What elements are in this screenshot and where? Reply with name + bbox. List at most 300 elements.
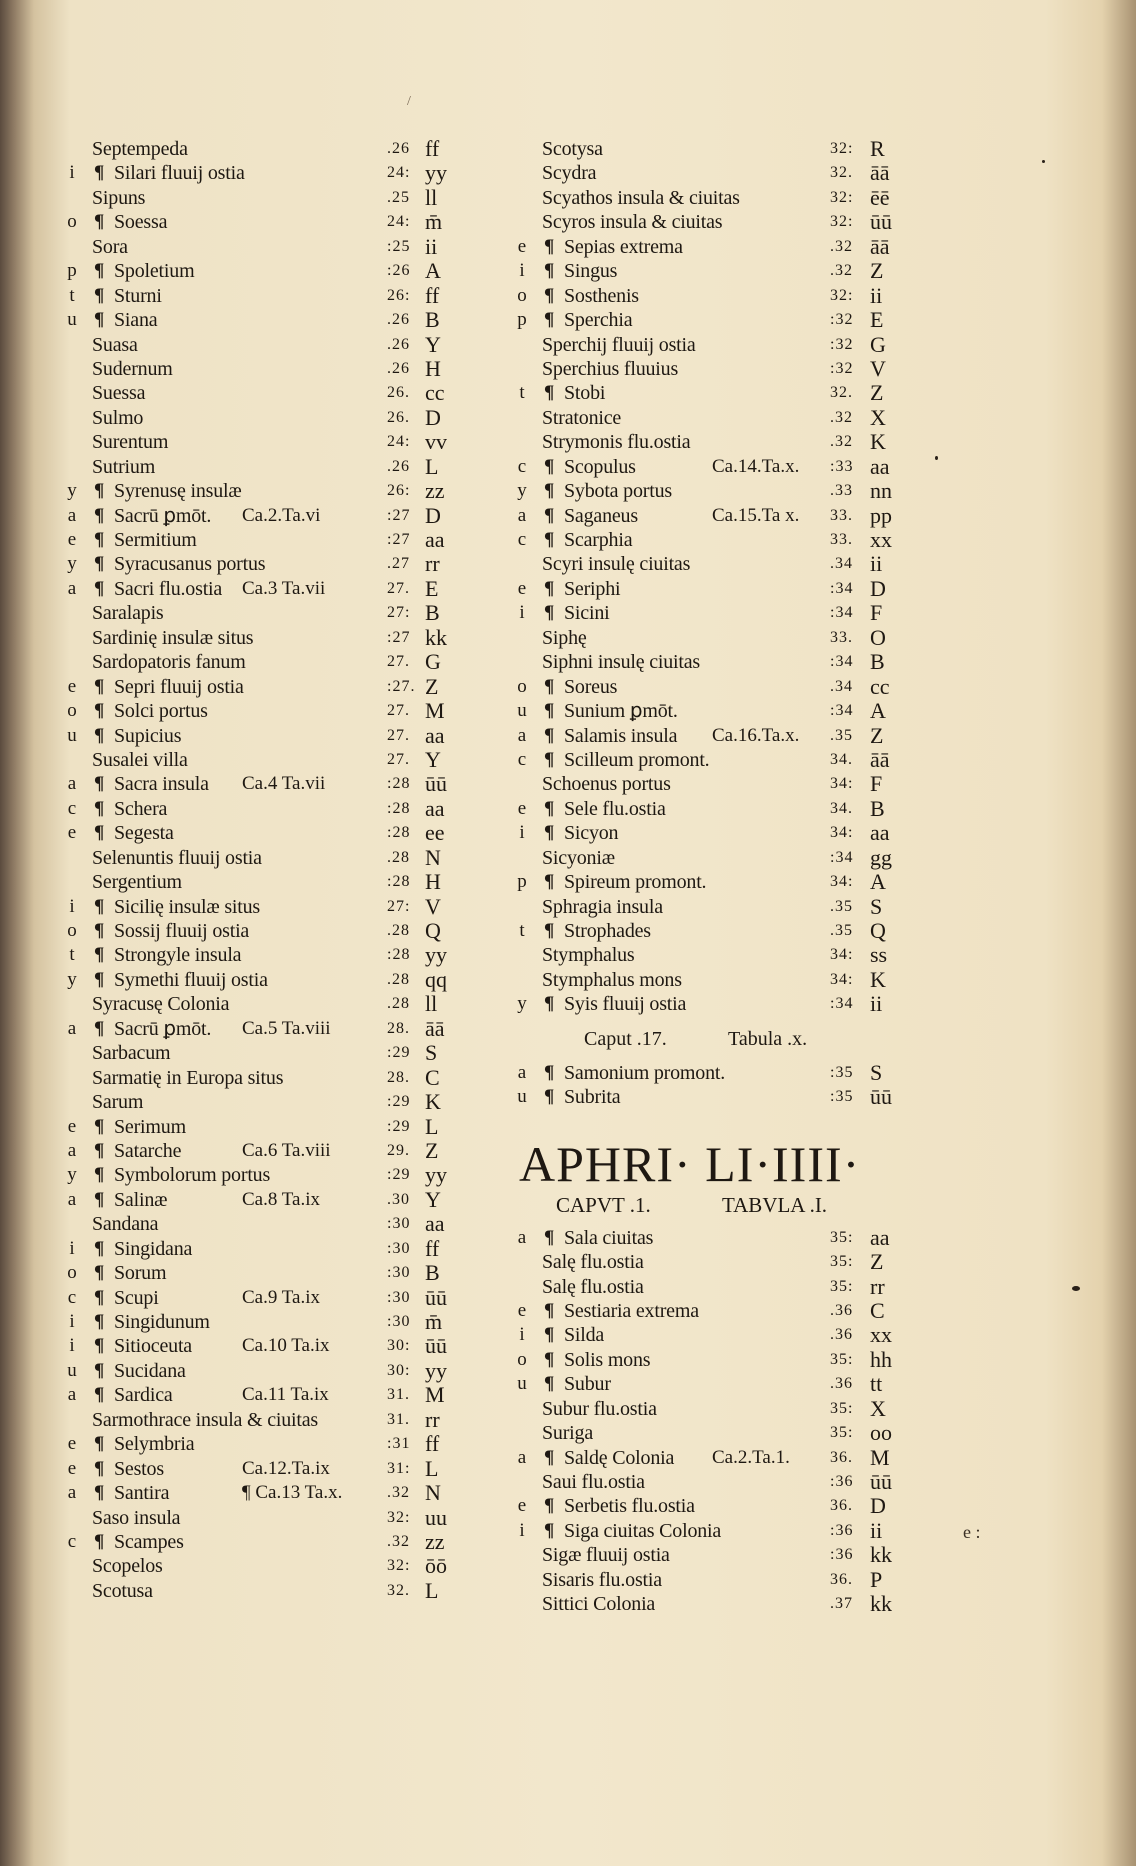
entry-page-number: :34 <box>830 604 854 622</box>
entry-letter: y <box>67 968 77 990</box>
entry-grid-code: uu <box>425 1504 447 1530</box>
entry-grid-code: ūū <box>425 1284 447 1310</box>
entry-grid-code: A <box>425 258 441 284</box>
index-entry <box>514 1372 896 1396</box>
entry-name: Sicyon <box>564 822 619 845</box>
entry-grid-code: V <box>425 893 441 919</box>
index-entry <box>514 626 896 650</box>
entry-page-number: 27. <box>387 579 410 597</box>
entry-letter: a <box>67 773 77 795</box>
entry-page-number: 31. <box>387 1410 410 1428</box>
entry-letter: y <box>517 993 527 1015</box>
entry-page-number: :28 <box>387 873 411 891</box>
entry-letter: u <box>517 1086 527 1108</box>
index-entry <box>64 1481 468 1505</box>
entry-letter: y <box>67 1164 77 1186</box>
entry-letter: a <box>67 1017 77 1039</box>
entry-letter: c <box>67 1286 77 1308</box>
index-entry <box>514 284 896 308</box>
pilcrow-icon: ¶ <box>544 309 555 331</box>
page-mark: / <box>407 94 411 109</box>
pilcrow-icon: ¶ <box>544 1348 555 1370</box>
entry-letter: i <box>519 1519 525 1541</box>
entry-name: Sacrū ꝑmōt. <box>114 1017 212 1040</box>
entry-grid-code: cc <box>425 380 445 406</box>
entry-page-number: 35: <box>830 1277 854 1295</box>
entry-page-number: 32: <box>830 213 854 231</box>
entry-grid-code: S <box>870 893 883 919</box>
index-entry <box>64 1408 468 1432</box>
entry-page-number: 34: <box>830 824 854 842</box>
entry-page-number: :33 <box>830 457 854 475</box>
entry-chapter-ref: Ca.11 Ta.ix <box>242 1384 329 1406</box>
entry-page-number: :34 <box>830 995 854 1013</box>
entry-page-number: :35 <box>830 1063 854 1081</box>
entry-grid-code: ōō <box>425 1553 447 1579</box>
index-entry <box>64 479 468 503</box>
index-entry <box>514 357 896 381</box>
pilcrow-icon: ¶ <box>94 260 105 282</box>
index-entry <box>514 333 896 357</box>
index-entry <box>514 552 896 576</box>
index-entry <box>514 455 896 479</box>
entry-grid-code: yy <box>425 1357 447 1383</box>
entry-name: Symbolorum portus <box>114 1164 271 1187</box>
entry-chapter-ref: Ca.12.Ta.ix <box>242 1457 330 1479</box>
entry-grid-code: M <box>425 1382 445 1408</box>
entry-letter: i <box>519 602 525 624</box>
pilcrow-icon: ¶ <box>94 700 105 722</box>
index-entry <box>514 406 896 430</box>
pilcrow-icon: ¶ <box>544 602 555 624</box>
entry-grid-code: ūū <box>870 1469 892 1494</box>
index-entry <box>64 724 468 748</box>
entry-letter: a <box>67 1139 77 1161</box>
section-heading: APHRI· LI·IIII· <box>519 1135 861 1192</box>
entry-page-number: 24: <box>387 433 411 451</box>
entry-grid-code: K <box>870 429 886 455</box>
entry-page-number: 24: <box>387 213 411 231</box>
entry-name: Strymonis flu.ostia <box>542 431 691 454</box>
index-entry <box>64 161 468 185</box>
entry-name: Sicyoniæ <box>542 846 615 869</box>
pilcrow-icon: ¶ <box>94 1017 105 1039</box>
entry-page-number: 26. <box>387 408 410 426</box>
index-entry <box>514 1061 896 1085</box>
entry-chapter-ref: Ca.9 Ta.ix <box>242 1286 321 1308</box>
index-entry <box>514 137 896 161</box>
index-entry <box>514 1568 896 1592</box>
entry-page-number: .32 <box>387 1484 410 1502</box>
entry-grid-code: cc <box>870 673 890 699</box>
entry-name: Sergentium <box>92 871 182 894</box>
entry-grid-code: ss <box>870 942 888 968</box>
entry-page-number: :30 <box>387 1288 411 1306</box>
pilcrow-icon: ¶ <box>94 504 105 526</box>
entry-letter: a <box>67 504 77 526</box>
entry-letter: y <box>517 480 527 502</box>
entry-name: Scyri insulę ciuitas <box>542 553 691 576</box>
entry-name: Sipuns <box>92 186 146 209</box>
index-entry <box>64 1457 468 1481</box>
entry-name: Spireum promont. <box>564 871 707 894</box>
entry-letter: u <box>67 1359 77 1381</box>
entry-grid-code: K <box>425 1089 441 1115</box>
entry-page-number: 36. <box>830 1497 853 1515</box>
entry-page-number: 32: <box>830 286 854 304</box>
entry-name: Sossij fluuij ostia <box>114 920 250 942</box>
pilcrow-icon: ¶ <box>544 382 555 404</box>
entry-name: Singus <box>564 260 618 283</box>
entry-grid-code: ff <box>425 282 440 308</box>
entry-grid-code: F <box>870 771 883 797</box>
entry-name: Sicini <box>564 602 610 625</box>
pilcrow-icon: ¶ <box>544 871 555 893</box>
entry-page-number: .37 <box>830 1595 853 1613</box>
entry-page-number: :36 <box>830 1473 854 1490</box>
index-entry <box>514 895 896 919</box>
entry-page-number: :30 <box>387 1264 411 1282</box>
index-entry <box>64 381 468 405</box>
pilcrow-icon: ¶ <box>544 504 555 526</box>
entry-grid-code: E <box>870 307 884 333</box>
entry-grid-code: ff <box>425 136 440 161</box>
index-entry <box>64 259 468 283</box>
index-entry <box>64 1237 468 1261</box>
index-entry <box>64 870 468 894</box>
entry-name: Septempeda <box>92 138 188 160</box>
index-entry <box>514 943 896 967</box>
pilcrow-icon: ¶ <box>544 724 555 746</box>
entry-letter: p <box>517 871 527 893</box>
entry-letter: a <box>517 724 527 746</box>
entry-name: Symethi fluuij ostia <box>114 968 268 991</box>
entry-page-number: .32 <box>830 262 853 280</box>
pilcrow-icon: ¶ <box>544 822 555 844</box>
entry-page-number: .26 <box>387 359 410 377</box>
entry-name: Susalei villa <box>92 748 188 771</box>
entry-name: Sepias extrema <box>564 235 683 258</box>
entry-name: Sitioceuta <box>114 1335 192 1358</box>
pilcrow-icon: ¶ <box>94 1115 105 1137</box>
entry-page-number: 26: <box>387 482 411 500</box>
entry-name: Scopelos <box>92 1555 163 1578</box>
entry-page-number: 28. <box>387 1068 410 1086</box>
entry-letter: t <box>519 382 525 404</box>
entry-grid-code: M <box>870 1444 890 1470</box>
index-entry <box>64 943 468 967</box>
entry-page-number: .26 <box>387 335 410 353</box>
entry-name: Sicilię insulæ situs <box>114 895 261 918</box>
entry-name: Saso insula <box>92 1506 181 1529</box>
entry-page-number: 33. <box>830 506 853 524</box>
index-entry <box>514 161 896 185</box>
index-entry <box>64 1310 468 1334</box>
entry-page-number: 35: <box>830 1399 854 1417</box>
entry-grid-code: O <box>870 624 886 650</box>
entry-page-number: 26: <box>387 286 411 304</box>
entry-page-number: 34. <box>830 750 853 768</box>
index-entry <box>64 577 468 601</box>
entry-letter: o <box>517 284 527 306</box>
entry-name: Sudernum <box>92 357 173 380</box>
entry-name: Suessa <box>92 382 146 405</box>
entry-page-number: :29 <box>387 1166 411 1184</box>
pilcrow-icon: ¶ <box>94 309 105 331</box>
entry-name: Stobi <box>564 382 606 405</box>
index-entry <box>64 284 468 308</box>
pilcrow-icon: ¶ <box>544 235 555 257</box>
entry-name: Sperchij fluuij ostia <box>542 333 696 356</box>
entry-name: Sphragia insula <box>542 895 663 918</box>
entry-name: Silda <box>564 1324 605 1347</box>
index-entry <box>64 1554 468 1578</box>
index-entry <box>514 577 896 601</box>
entry-name: Solci portus <box>114 700 208 723</box>
entry-grid-code: B <box>870 649 885 675</box>
entry-letter: c <box>517 529 527 550</box>
entry-name: Serbetis flu.ostia <box>564 1495 695 1518</box>
entry-letter: a <box>517 1226 527 1248</box>
pilcrow-icon: ¶ <box>94 162 105 184</box>
index-entry <box>64 1017 468 1041</box>
index-entry <box>64 528 468 552</box>
index-entry <box>514 210 896 234</box>
entry-grid-code: A <box>870 698 886 724</box>
entry-grid-code: X <box>870 404 886 430</box>
index-entry <box>64 1139 468 1163</box>
entry-grid-code: aa <box>425 795 445 821</box>
entry-page-number: 35: <box>830 1228 854 1246</box>
entry-name: Sisaris flu.ostia <box>542 1568 662 1591</box>
index-entry <box>64 1261 468 1285</box>
entry-page-number: .36 <box>830 1301 853 1319</box>
entry-page-number: 24: <box>387 164 411 182</box>
pilcrow-icon: ¶ <box>94 724 105 746</box>
entry-page-number: .26 <box>387 457 410 475</box>
pilcrow-icon: ¶ <box>94 553 105 575</box>
entry-grid-code: ūū <box>870 1084 892 1110</box>
entry-name: Sacra insula <box>114 773 209 796</box>
entry-grid-code: Y <box>425 746 441 772</box>
index-entry <box>514 846 896 870</box>
index-entry <box>514 430 896 454</box>
entry-letter: o <box>67 1262 77 1284</box>
entry-grid-code: pp <box>870 502 892 528</box>
index-entry <box>64 675 468 699</box>
entry-page-number: :27 <box>387 506 411 524</box>
entry-grid-code: D <box>870 575 886 601</box>
index-entry <box>64 333 468 357</box>
entry-grid-code: R <box>870 136 885 161</box>
entry-grid-code: B <box>425 600 440 626</box>
pilcrow-icon: ¶ <box>544 675 555 697</box>
index-entry <box>64 1359 468 1383</box>
entry-name: Scyros insula & ciuitas <box>542 211 723 234</box>
entry-name: Sandana <box>92 1213 159 1236</box>
entry-grid-code: rr <box>870 1273 885 1299</box>
entry-letter: e <box>517 797 527 819</box>
entry-letter: i <box>519 1324 525 1346</box>
entry-page-number: 35: <box>830 1424 854 1442</box>
entry-grid-code: zz <box>425 478 445 504</box>
entry-name: Syis fluuij ostia <box>564 993 687 1016</box>
entry-letter: y <box>67 480 77 502</box>
index-entry <box>514 724 896 748</box>
index-block-middle <box>514 1061 896 1110</box>
pilcrow-icon: ¶ <box>94 1530 105 1552</box>
entry-page-number: :25 <box>387 237 411 255</box>
entry-name: Scopulus <box>564 455 636 478</box>
index-entry <box>514 1323 896 1347</box>
index-entry <box>514 870 896 894</box>
index-entry <box>64 748 468 772</box>
entry-grid-code: F <box>870 600 883 626</box>
entry-letter: o <box>67 920 77 941</box>
entry-name: Suasa <box>92 333 138 356</box>
entry-page-number: 33. <box>830 531 853 548</box>
pilcrow-icon: ¶ <box>544 1086 555 1108</box>
entry-name: Schoenus portus <box>542 773 671 796</box>
entry-name: Strongyle insula <box>114 944 242 967</box>
entry-name: Serimum <box>114 1115 186 1138</box>
entry-letter: e <box>67 529 77 550</box>
index-entry <box>64 1383 468 1407</box>
entry-letter: a <box>517 504 527 526</box>
entry-page-number: :28 <box>387 775 411 793</box>
index-entry <box>64 552 468 576</box>
entry-grid-code: B <box>870 795 885 821</box>
pilcrow-icon: ¶ <box>94 1457 105 1479</box>
index-entry <box>514 675 896 699</box>
entry-chapter-ref: Ca.3 Ta.vii <box>242 577 326 599</box>
index-entry <box>514 992 896 1016</box>
entry-grid-code: B <box>425 1260 440 1286</box>
entry-name: Silari fluuij ostia <box>114 162 245 185</box>
entry-grid-code: āā <box>870 746 890 772</box>
entry-name: Solis mons <box>564 1348 651 1371</box>
pilcrow-icon: ¶ <box>544 993 555 1015</box>
index-entry <box>514 1543 896 1567</box>
entry-grid-code: āā <box>870 233 890 259</box>
entry-page-number: :35 <box>830 1088 854 1106</box>
index-entry <box>514 821 896 845</box>
entry-letter: c <box>67 797 77 819</box>
entry-chapter-ref: Ca.10 Ta.ix <box>242 1335 330 1357</box>
entry-letter: p <box>67 260 77 282</box>
entry-page-number: 27. <box>387 653 410 671</box>
entry-page-number: .35 <box>830 726 853 744</box>
entry-letter: e <box>517 1299 527 1321</box>
entry-name: Subrita <box>564 1086 621 1109</box>
entry-page-number: .34 <box>830 677 853 695</box>
entry-grid-code: kk <box>870 1591 892 1617</box>
entry-page-number: .32 <box>387 1532 410 1550</box>
index-entry <box>514 919 896 943</box>
entry-page-number: 32. <box>830 384 853 402</box>
entry-chapter-ref: Ca.2.Ta.vi <box>242 504 321 526</box>
entry-grid-code: kk <box>870 1542 892 1568</box>
entry-name: Selymbria <box>114 1433 195 1456</box>
entry-grid-code: Y <box>425 331 441 357</box>
entry-name: Subur <box>564 1373 611 1396</box>
index-entry <box>514 1421 896 1445</box>
entry-name: Seriphi <box>564 577 621 600</box>
entry-name: Sarmatię in Europa situs <box>92 1066 284 1089</box>
index-entry <box>64 1579 468 1603</box>
index-entry <box>64 1066 468 1090</box>
entry-name: Sele flu.ostia <box>564 797 666 820</box>
pilcrow-icon: ¶ <box>544 480 555 502</box>
caption-caput: Caput .17. <box>584 1027 667 1050</box>
index-entry <box>64 1286 468 1310</box>
index-entry <box>64 992 468 1016</box>
entry-letter: y <box>67 553 77 575</box>
entry-grid-code: oo <box>870 1420 892 1446</box>
index-entry <box>64 308 468 332</box>
entry-name: Sala ciuitas <box>564 1226 654 1249</box>
entry-name: Sestiaria extrema <box>564 1299 699 1322</box>
entry-name: Segesta <box>114 822 174 845</box>
entry-page-number: .26 <box>387 311 410 329</box>
index-entry <box>64 895 468 919</box>
entry-name: Scyathos insula & ciuitas <box>542 186 740 209</box>
entry-name: Scotysa <box>542 138 603 160</box>
entry-page-number: .25 <box>387 188 410 206</box>
pilcrow-icon: ¶ <box>94 1433 105 1455</box>
entry-grid-code: xx <box>870 1322 892 1348</box>
entry-page-number: :34 <box>830 579 854 597</box>
pilcrow-icon: ¶ <box>94 1188 105 1210</box>
entry-page-number: 27: <box>387 604 411 622</box>
entry-grid-code: aa <box>870 1224 890 1250</box>
entry-grid-code: E <box>425 575 439 601</box>
entry-page-number: 34. <box>830 799 853 817</box>
entry-letter: a <box>517 1446 527 1468</box>
entry-letter: a <box>67 577 77 599</box>
entry-page-number: :30 <box>387 1239 411 1257</box>
section-subheading <box>514 1188 896 1226</box>
index-entry <box>64 772 468 796</box>
pilcrow-icon: ¶ <box>94 944 105 966</box>
entry-grid-code: Z <box>425 1137 439 1163</box>
entry-name: Sturni <box>114 284 162 307</box>
entry-grid-code: ii <box>870 282 883 308</box>
index-entry <box>514 504 896 528</box>
entry-name: Salę flu.ostia <box>542 1275 644 1298</box>
entry-name: Sutrium <box>92 455 156 478</box>
entry-page-number: .32 <box>830 408 853 426</box>
entry-name: Stratonice <box>542 406 622 429</box>
index-entry <box>514 699 896 723</box>
entry-page-number: 32: <box>830 188 854 206</box>
entry-page-number: 36. <box>830 1448 853 1466</box>
entry-grid-code: hh <box>870 1346 892 1372</box>
pilcrow-icon: ¶ <box>544 1299 555 1321</box>
entry-name: Strophades <box>564 920 651 942</box>
entry-chapter-ref: Ca.4 Ta.vii <box>242 773 326 795</box>
entry-page-number: 35: <box>830 1350 854 1368</box>
entry-grid-code: tt <box>870 1371 883 1397</box>
pilcrow-icon: ¶ <box>94 577 105 599</box>
entry-grid-code: Z <box>870 258 884 284</box>
entry-name: Singidunum <box>114 1311 210 1333</box>
entry-letter: e <box>67 1433 77 1455</box>
entry-name: Scilleum promont. <box>564 748 710 771</box>
pilcrow-icon: ¶ <box>94 211 105 233</box>
entry-page-number: .36 <box>830 1326 853 1344</box>
pilcrow-icon: ¶ <box>94 1482 105 1504</box>
